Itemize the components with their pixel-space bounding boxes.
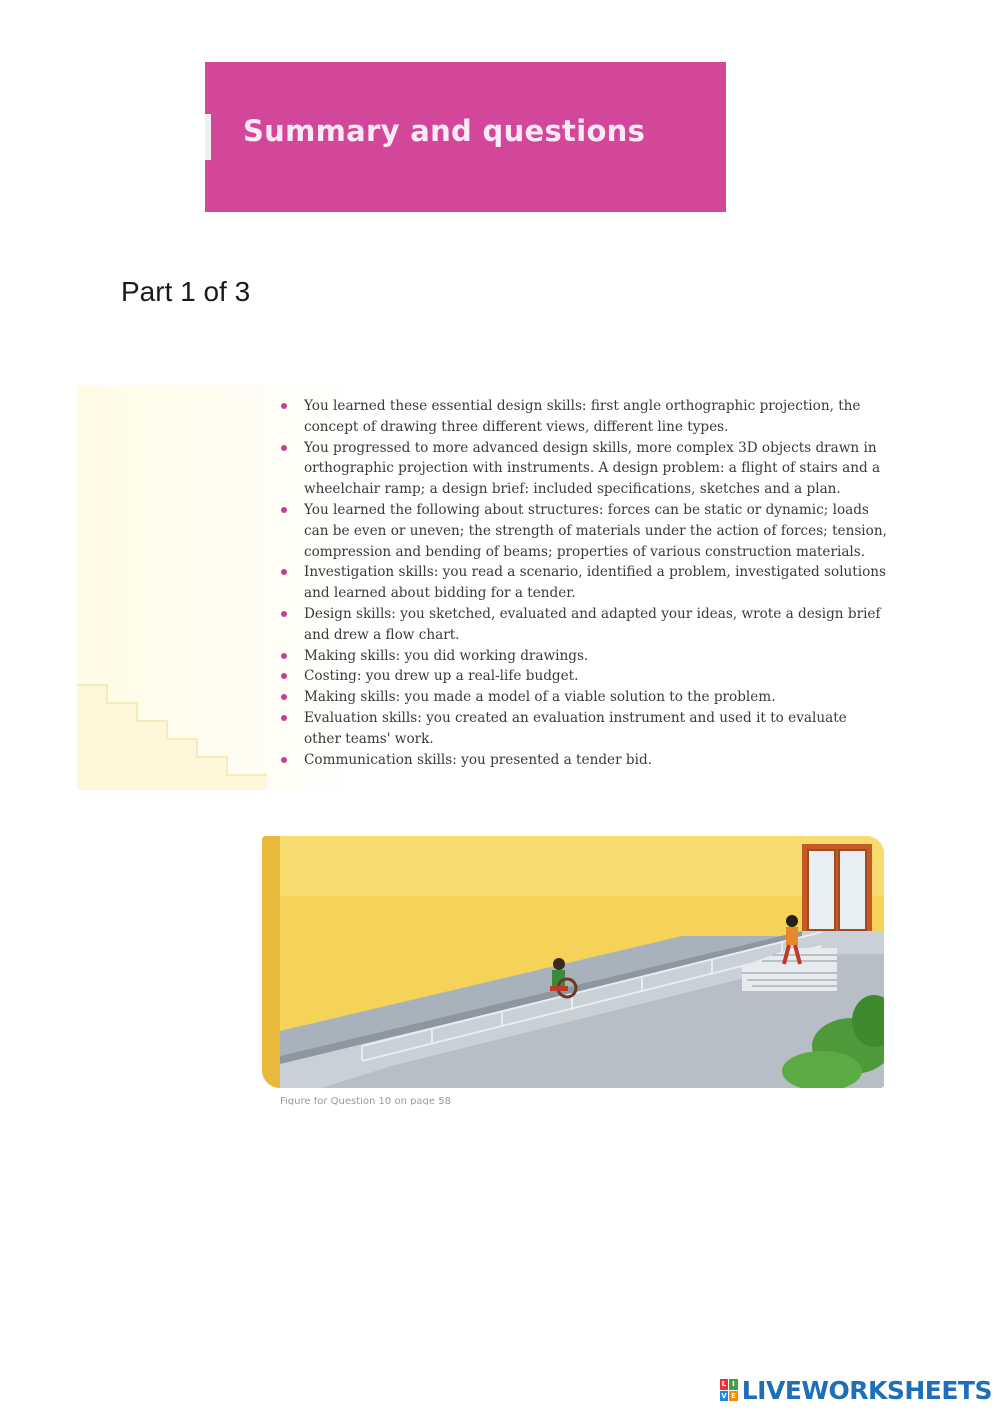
summary-item: You learned these essential design skills: first angle orthographic projection, the concept of drawing three different views, different line types. bbox=[277, 396, 887, 438]
ramp-scene bbox=[262, 836, 884, 1088]
staircase-background-illustration bbox=[77, 385, 267, 790]
summary-scan bbox=[77, 385, 887, 790]
figure-caption: Figure for Question 10 on page 58 bbox=[280, 1097, 451, 1105]
liveworksheets-badge-icon: L I V E bbox=[721, 1380, 736, 1400]
liveworksheets-wordmark: LIVEWORKSHEETS bbox=[741, 1375, 992, 1405]
title-banner bbox=[205, 62, 726, 212]
summary-item: Communication skills: you presented a tender bid. bbox=[277, 750, 887, 771]
building-doors bbox=[802, 844, 872, 936]
summary-item: You progressed to more advanced design skills, more complex 3D objects drawn in orthographic projection with instruments. A design problem: a flight of stairs and a wheelchair ramp; a design brief: included specifications, sketches and a plan. bbox=[277, 438, 887, 500]
summary-item: Costing: you drew up a real-life budget. bbox=[277, 666, 887, 687]
summary-item: Making skills: you did working drawings. bbox=[277, 646, 887, 667]
summary-item: Making skills: you made a model of a viable solution to the problem. bbox=[277, 687, 887, 708]
part-label: Part 1 of 3 bbox=[121, 276, 251, 307]
banner-notch bbox=[205, 114, 211, 160]
liveworksheets-logo bbox=[720, 1377, 992, 1403]
summary-item: Evaluation skills: you created an evaluation instrument and used it to evaluate other teams' work. bbox=[277, 708, 887, 750]
summary-item: You learned the following about structures: forces can be static or dynamic; loads can be even or uneven; the strength of materials under the action of forces; tension, compression and bending of beams; properties of various construction materials. bbox=[277, 500, 887, 562]
summary-item: Investigation skills: you read a scenario, identified a problem, investigated solutions and learned about bidding for a tender. bbox=[277, 562, 887, 604]
summary-list bbox=[277, 396, 887, 770]
page-title: Summary and questions bbox=[243, 114, 646, 148]
summary-item: Design skills: you sketched, evaluated and adapted your ideas, wrote a design brief and drew a flow chart. bbox=[277, 604, 887, 646]
ramp-illustration bbox=[262, 836, 884, 1088]
